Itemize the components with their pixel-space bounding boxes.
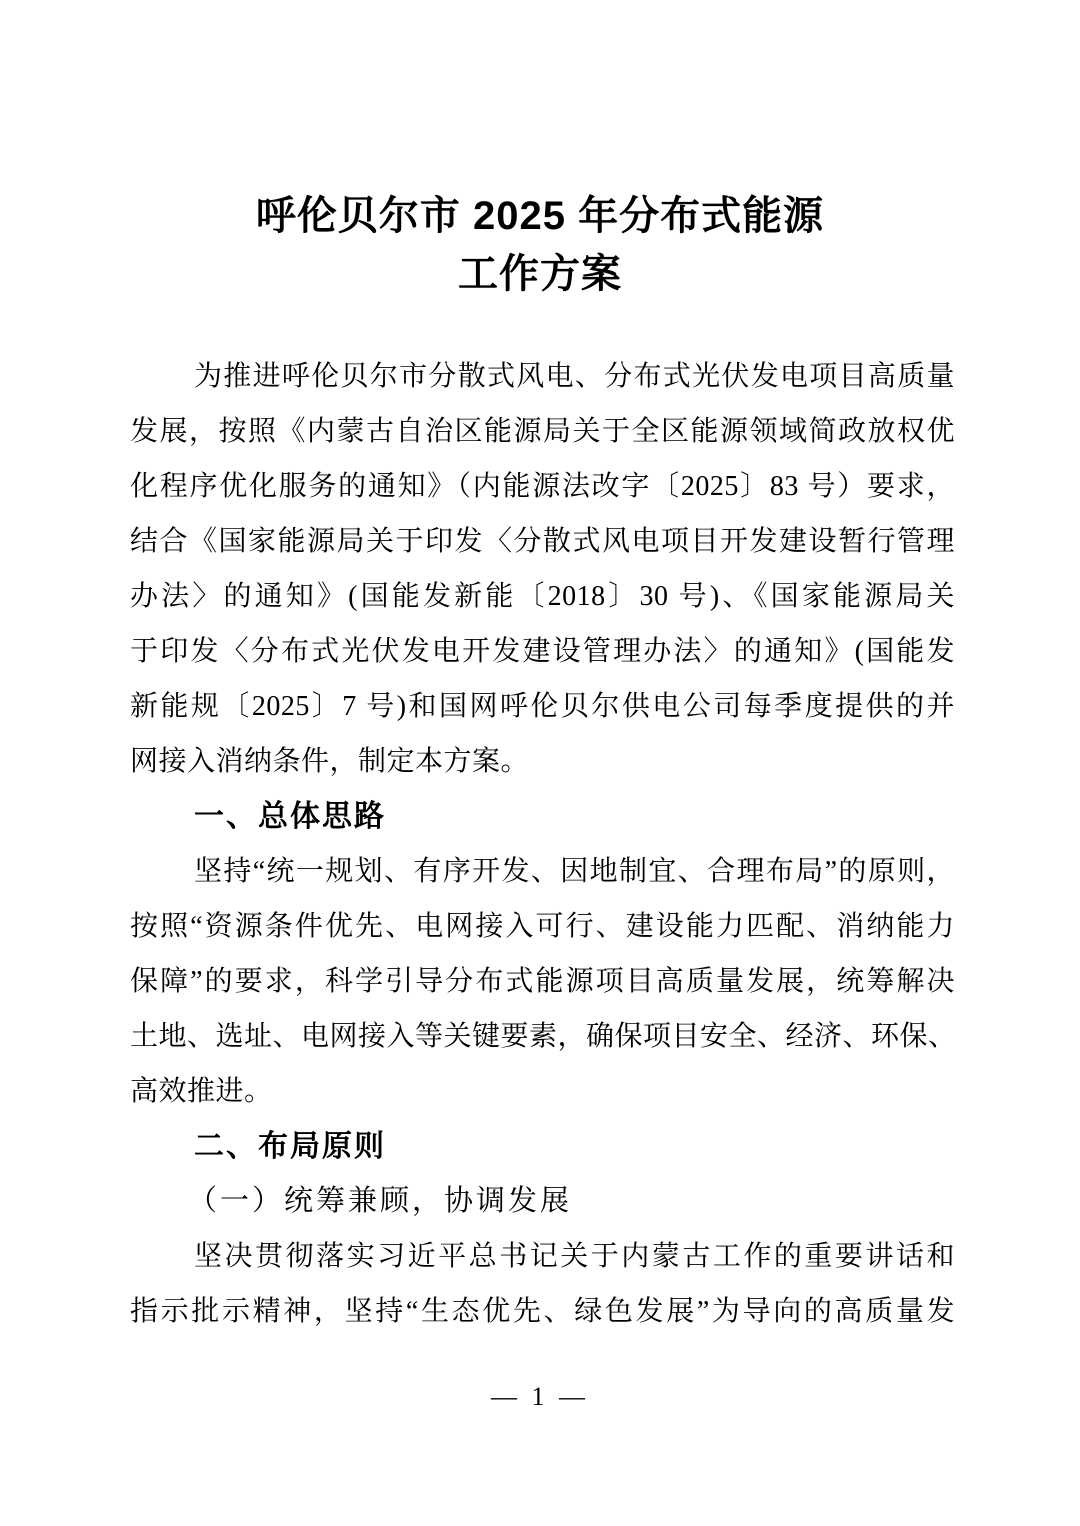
body-line: 发展，按照《内蒙古自治区能源局关于全区能源领域简政放权优 bbox=[130, 416, 955, 447]
page-number: — 1 — bbox=[491, 1382, 589, 1411]
body-line: 坚持“统一规划、有序开发、因地制宜、合理布局”的原则， bbox=[194, 856, 955, 887]
body-line: 新能规〔2025〕7 号)和国网呼伦贝尔供电公司每季度提供的并 bbox=[130, 691, 955, 722]
doc-title-line-1: 呼伦贝尔市 2025 年分布式能源 bbox=[255, 194, 825, 238]
body-line: 按照“资源条件优先、电网接入可行、建设能力匹配、消纳能力 bbox=[130, 911, 955, 942]
body-line: 为推进呼伦贝尔市分散式风电、分布式光伏发电项目高质量 bbox=[194, 361, 955, 392]
doc-title bbox=[0, 0, 1080, 303]
section-heading-2: 二、布局原则 bbox=[194, 1130, 386, 1163]
body-line: 于印发〈分布式光伏发电开发建设管理办法〉的通知》(国能发 bbox=[130, 636, 955, 667]
body-line: 办法〉的通知》(国能发新能〔2018〕30 号)、《国家能源局关 bbox=[130, 581, 955, 612]
body-line: 化程序优化服务的通知》（内能源法改字〔2025〕83 号）要求， bbox=[130, 471, 955, 502]
body-line: 保障”的要求，科学引导分布式能源项目高质量发展，统筹解决 bbox=[130, 966, 955, 997]
doc-body bbox=[130, 349, 955, 1339]
doc-title-line-2: 工作方案 bbox=[458, 252, 622, 296]
subsection-heading-1: （一）统筹兼顾，协调发展 bbox=[188, 1185, 573, 1217]
body-line: 坚决贯彻落实习近平总书记关于内蒙古工作的重要讲话和 bbox=[194, 1241, 955, 1272]
body-line: 网接入消纳条件，制定本方案。 bbox=[130, 746, 530, 777]
body-line: 结合《国家能源局关于印发〈分散式风电项目开发建设暂行管理 bbox=[130, 526, 955, 557]
body-line: 土地、选址、电网接入等关键要素，确保项目安全、经济、环保、 bbox=[130, 1021, 957, 1052]
body-line: 高效推进。 bbox=[130, 1076, 273, 1107]
section-heading-1: 一、总体思路 bbox=[194, 800, 386, 833]
body-line: 指示批示精神，坚持“生态优先、绿色发展”为导向的高质量发 bbox=[130, 1296, 955, 1327]
